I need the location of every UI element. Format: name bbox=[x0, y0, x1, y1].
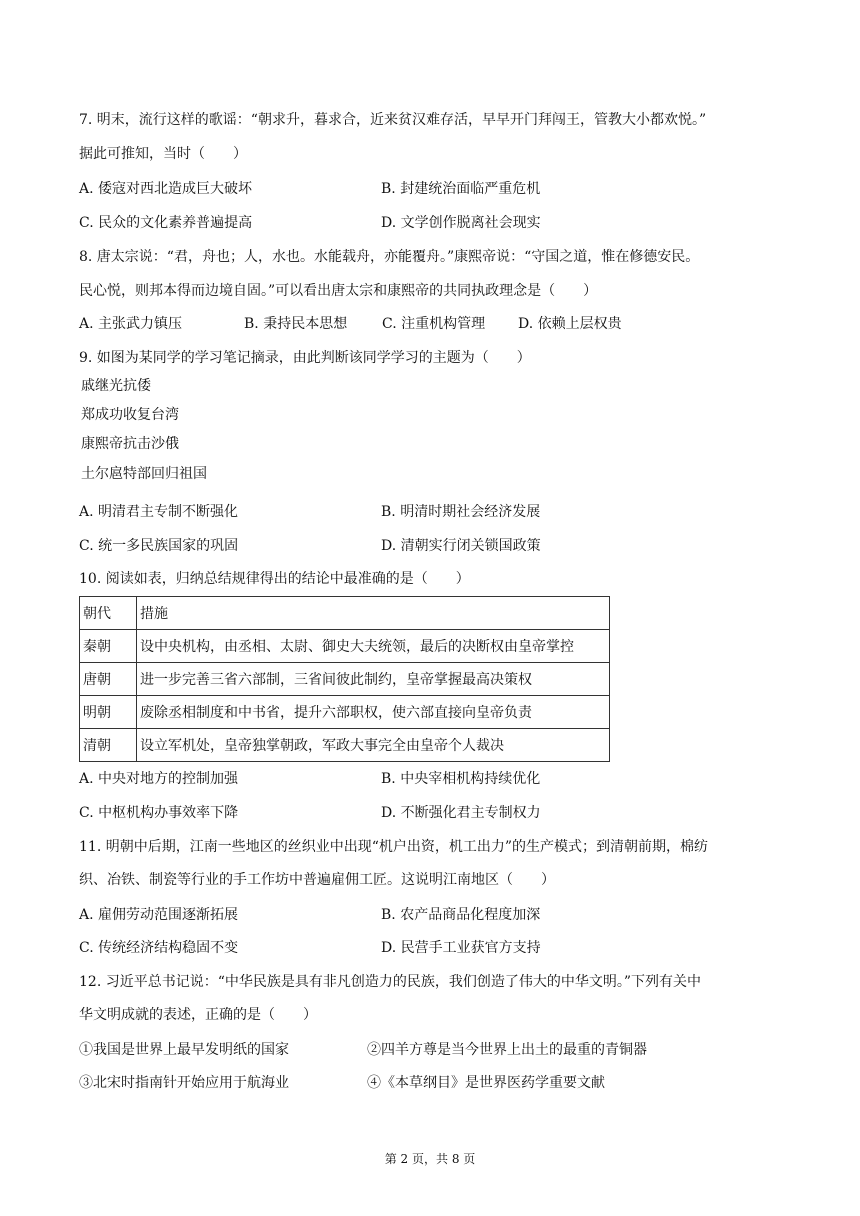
table-cell-dynasty: 清朝 bbox=[80, 729, 137, 762]
q7-option-b: B. 封建统治面临严重危机 bbox=[381, 181, 541, 197]
q7-option-a: A. 倭寇对西北造成巨大破坏 bbox=[79, 181, 253, 197]
q7-option-d: D. 文学创作脱离社会现实 bbox=[381, 215, 541, 231]
page-number-footer: 第 2 页，共 8 页 bbox=[384, 1152, 476, 1166]
q11-option-c: C. 传统经济结构稳固不变 bbox=[79, 940, 239, 956]
table-row bbox=[80, 729, 610, 762]
table-header-cell: 措施 bbox=[137, 597, 610, 630]
table-header-row bbox=[80, 597, 610, 630]
q12-stem-line1: 12. 习近平总书记说：“中华民族是具有非凡创造力的民族，我们创造了伟大的中华文明。”下列有关中 bbox=[79, 974, 702, 990]
q10-option-a: A. 中央对地方的控制加强 bbox=[79, 771, 239, 787]
dynasty-measures-table bbox=[79, 596, 610, 762]
q9-note-item: 康熙帝抗击沙俄 bbox=[81, 436, 179, 452]
q10-option-c: C. 中枢机构办事效率下降 bbox=[79, 805, 239, 821]
q12-statement-2: ②四羊方尊是当今世界上出土的最重的青铜器 bbox=[367, 1042, 647, 1058]
q11-option-b: B. 农产品商品化程度加深 bbox=[381, 907, 541, 923]
table-cell-measure: 进一步完善三省六部制，三省间彼此制约，皇帝掌握最高决策权 bbox=[137, 663, 610, 696]
q11-option-a: A. 雇佣劳动范围逐渐拓展 bbox=[79, 907, 239, 923]
q10-stem: 10. 阅读如表，归纳总结规律得出的结论中最准确的是（ ） bbox=[79, 571, 470, 587]
q12-statement-1: ①我国是世界上最早发明纸的国家 bbox=[79, 1042, 289, 1058]
q12-statement-3: ③北宋时指南针开始应用于航海业 bbox=[79, 1075, 289, 1091]
q9-option-a: A. 明清君主专制不断强化 bbox=[79, 504, 239, 520]
q11-option-d: D. 民营手工业获官方支持 bbox=[381, 940, 541, 956]
q9-note-item: 土尔扈特部回归祖国 bbox=[81, 466, 207, 482]
q8-stem-line2: 民心悦，则邦本得而边境自固。”可以看出唐太宗和康熙帝的共同执政理念是（ ） bbox=[79, 283, 598, 299]
table-row bbox=[80, 630, 610, 663]
q10-option-b: B. 中央宰相机构持续优化 bbox=[381, 771, 541, 787]
q10-option-d: D. 不断强化君主专制权力 bbox=[381, 805, 541, 821]
q9-note-item: 戚继光抗倭 bbox=[81, 378, 151, 394]
q11-stem-line1: 11. 明朝中后期，江南一些地区的丝织业中出现“机户出资，机工出力”的生产模式；到清朝前期，棉纺 bbox=[79, 839, 709, 855]
q7-stem-line2: 据此可推知，当时（ ） bbox=[79, 146, 247, 162]
q8-option-d: D. 依赖上层权贵 bbox=[518, 316, 622, 332]
q12-stem-line2: 华文明成就的表述，正确的是（ ） bbox=[79, 1007, 317, 1023]
q9-option-c: C. 统一多民族国家的巩固 bbox=[79, 538, 239, 554]
q9-option-b: B. 明清时期社会经济发展 bbox=[381, 504, 541, 520]
q8-stem-line1: 8. 唐太宗说：“君，舟也；人，水也。水能载舟，亦能覆舟。”康熙帝说：“守国之道，惟在修德安民。 bbox=[79, 249, 700, 265]
q7-stem-line1: 7. 明末，流行这样的歌谣：“朝求升，暮求合，近来贫汉难存活，早早开门拜闯王，管教大小都欢悦。” bbox=[79, 112, 707, 128]
table-cell-dynasty: 唐朝 bbox=[80, 663, 137, 696]
q11-stem-line2: 织、冶铁、制瓷等行业的手工作坊中普遍雇佣工匠。这说明江南地区（ ） bbox=[79, 872, 555, 888]
q8-option-c: C. 注重机构管理 bbox=[382, 316, 486, 332]
q8-option-b: B. 秉持民本思想 bbox=[244, 316, 348, 332]
q9-note-item: 郑成功收复台湾 bbox=[81, 407, 179, 423]
q8-option-a: A. 主张武力镇压 bbox=[79, 316, 183, 332]
q9-option-d: D. 清朝实行闭关锁国政策 bbox=[381, 538, 541, 554]
table-cell-measure: 设立军机处，皇帝独掌朝政，军政大事完全由皇帝个人裁决 bbox=[137, 729, 610, 762]
table-cell-dynasty: 明朝 bbox=[80, 696, 137, 729]
table-header-cell: 朝代 bbox=[80, 597, 137, 630]
table-cell-measure: 废除丞相制度和中书省，提升六部职权，使六部直接向皇帝负责 bbox=[137, 696, 610, 729]
q12-statement-4: ④《本草纲目》是世界医药学重要文献 bbox=[367, 1075, 605, 1091]
table-cell-measure: 设中央机构，由丞相、太尉、御史大夫统领，最后的决断权由皇帝掌控 bbox=[137, 630, 610, 663]
q7-option-c: C. 民众的文化素养普遍提高 bbox=[79, 215, 253, 231]
table-cell-dynasty: 秦朝 bbox=[80, 630, 137, 663]
q9-stem: 9. 如图为某同学的学习笔记摘录，由此判断该同学学习的主题为（ ） bbox=[79, 350, 531, 366]
table-row bbox=[80, 663, 610, 696]
table-row bbox=[80, 696, 610, 729]
